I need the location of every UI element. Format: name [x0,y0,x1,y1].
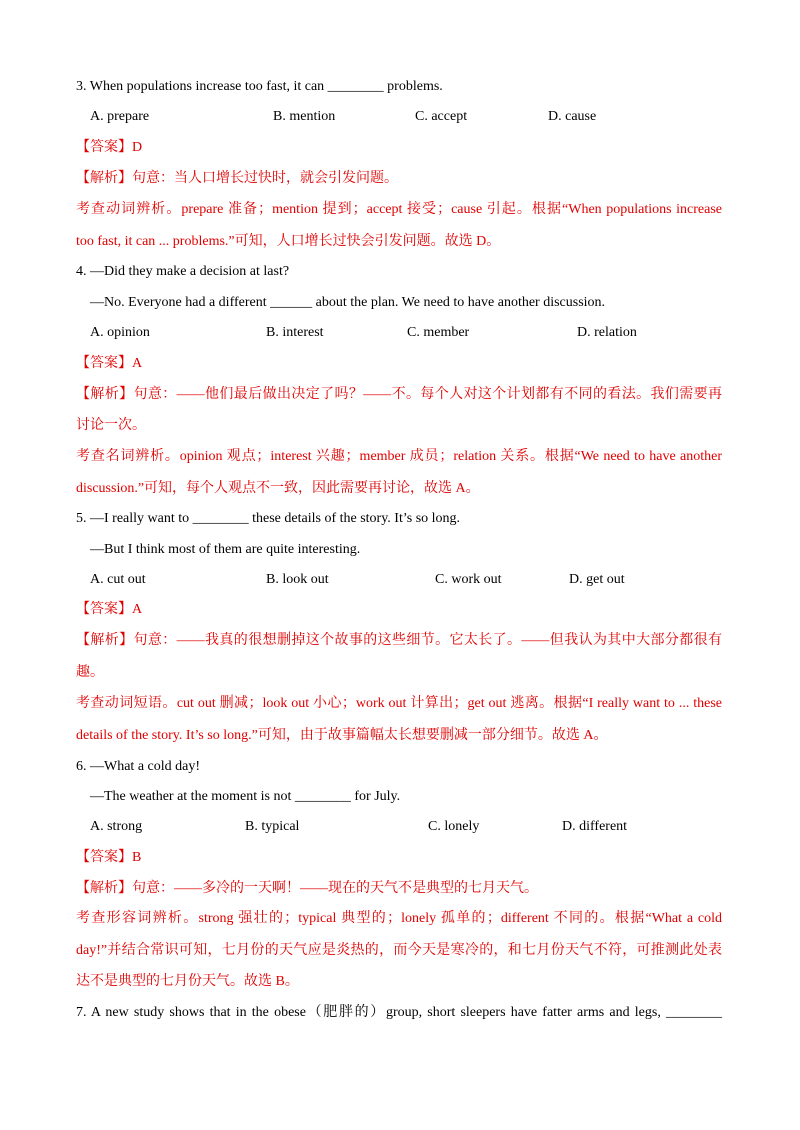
q5-analysis-translation-line2: 趣。 [76,665,104,680]
q3-option-b: B. mention [273,109,336,124]
q4-option-c: C. member [407,325,470,340]
question-6-stem: 6. —What a cold day! [76,759,201,774]
question-5-options [90,571,690,589]
q6-option-d: D. different [562,819,628,834]
q4-analysis-line2: discussion.”可知，每个人观点不一致，因此需要再讨论，故选 A。 [76,481,480,496]
q4-option-a: A. opinion [90,325,150,340]
q3-option-d: D. cause [548,109,597,124]
q6-option-c: C. lonely [428,819,480,834]
q6-option-b: B. typical [245,819,300,834]
q5-answer: 【答案】A [76,602,143,617]
q4-analysis-translation-line1: 【解析】句意：——他们最后做出决定了吗？——不。每个人对这个计划都有不同的看法。我们需要再 [76,387,722,402]
question-7-stem: 7. A new study shows that in the obese（肥胖的）group, short sleepers have fatter arms and legs, ________ [76,1005,722,1020]
q4-analysis-translation-line2: 讨论一次。 [76,418,146,433]
q5-analysis-line1: 考查动词短语。cut out 删减；look out 小心；work out 计算出；get out 逃离。根据“I really want to ... these [76,696,722,711]
q5-option-d: D. get out [569,572,625,587]
q5-option-b: B. look out [266,572,329,587]
question-6-options [90,818,690,836]
q4-analysis-line1: 考查名词辨析。opinion 观点；interest 兴趣；member 成员；relation 关系。根据“We need to have another [76,449,722,464]
q5-option-a: A. cut out [90,572,146,587]
q3-answer: 【答案】D [76,140,143,155]
q6-analysis-line1: 考查形容词辨析。strong 强壮的；typical 典型的；lonely 孤单的；different 不同的。根据“What a cold [76,911,722,926]
question-3-options [90,108,690,126]
q6-analysis-translation: 【解析】句意：——多冷的一天啊！——现在的天气不是典型的七月天气。 [76,881,538,896]
q6-answer: 【答案】B [76,850,142,865]
question-5-stem: 5. —I really want to ________ these details of the story. It’s so long. [76,511,461,526]
q6-analysis-line3: 达不是典型的七月份天气。故选 B。 [76,974,299,989]
q4-option-b: B. interest [266,325,324,340]
q5-analysis-translation-line1: 【解析】句意：——我真的很想删掉这个故事的这些细节。它太长了。——但我认为其中大部分都很有 [76,633,722,648]
q3-option-a: A. prepare [90,109,150,124]
question-4-stem2: —No. Everyone had a different ______ about the plan. We need to have another discussion. [90,295,606,310]
q4-answer: 【答案】A [76,356,143,371]
q3-analysis-line2: too fast, it can ... problems.”可知，人口增长过快会引发问题。故选 D。 [76,234,501,249]
question-3-stem: 3. When populations increase too fast, it can ________ problems. [76,79,443,94]
q6-analysis-line2: day!”并结合常识可知，七月份的天气应是炎热的，而今天是寒冷的，和七月份天气不符，可推测此处表 [76,943,722,958]
question-6-stem2: —The weather at the moment is not ________ for July. [90,789,401,804]
q4-option-d: D. relation [577,325,637,340]
question-4-stem: 4. —Did they make a decision at last? [76,264,290,279]
q3-analysis-line1: 考查动词辨析。prepare 准备；mention 提到；accept 接受；cause 引起。根据“When populations increase [76,202,722,217]
q5-analysis-line2: details of the story. It’s so long.”可知，由于故事篇幅太长想要删减一部分细节。故选 A。 [76,728,608,743]
q3-option-c: C. accept [415,109,468,124]
q5-option-c: C. work out [435,572,502,587]
q6-option-a: A. strong [90,819,143,834]
question-5-stem2: —But I think most of them are quite interesting. [90,542,361,557]
q3-analysis-translation: 【解析】句意：当人口增长过快时，就会引发问题。 [76,171,398,186]
question-4-options [90,324,690,342]
